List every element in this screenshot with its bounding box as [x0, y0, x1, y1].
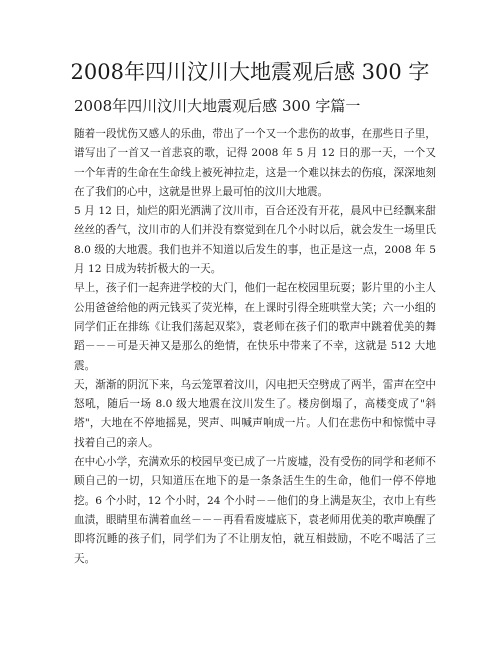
paragraph-4: 天，渐渐的阴沉下来，乌云笼罩着汶川，闪电把天空劈成了两半，雷声在空中怒吼，随后一场 8.0 级大地震在汶川发生了。楼房倒塌了，高楼变成了"斜塔"，大地在不停地摇晃，哭声、叫喊声响成一片。人们在悲伤中和惊慌中寻找着自己的亲人。 [74, 378, 436, 449]
paragraph-5: 在中心小学，充满欢乐的校园早变已成了一片废墟，没有受伤的同学和老师不顾自己的一切，只知道压在地下的是一条条活生生的生命，他们一停不停地挖。6 个小时，12 个小时，24 个小时－－他们的身上满是灰尘，衣巾上有些血渍，眼睛里布满着血丝－－－再看看废墟底下，袁老师用优美的歌声唤醒了即将沉睡的孩子们，同学们为了不让朋友怕，就互相鼓励，不吃不喝活了三天。 [74, 456, 436, 565]
page-title: 2008年四川汶川大地震观后感 300 字 [70, 60, 430, 84]
paragraph-1: 随着一段忧伤又感人的乐曲，带出了一个又一个悲伤的故事，在那些日子里，谱写出了一首又一首悲哀的歌，记得 2008 年 5 月 12 日的那一天，一个又一个年青的生命在生命线上被死神拉走，这是一个难以抹去的伤痕，深深地刻在了我们的心中，这就是世界上最可怕的汶川大地震。 [74, 128, 436, 198]
section-heading: 2008年四川汶川大地震观后感 300 字篇一 [74, 97, 361, 115]
article-body [74, 125, 436, 569]
paragraph-3: 早上，孩子们一起奔进学校的大门，他们一起在校园里玩耍；影片里的小主人公用爸爸给他的两元钱买了荧光棒，在上课时引得全班哄堂大笑；六一小组的同学们正在排练《让我们荡起双桨》，袁老师在孩子们的歌声中跳着优美的舞蹈－－－可是天神又是那么的绝情，在快乐中带来了不幸，这就是 512 大地震。 [74, 282, 436, 372]
paragraph-2: 5 月 12 日，灿烂的阳光洒满了汶川市，百合还没有开花，晨风中已经飘来甜丝丝的香气，汶川市的人们并没有察觉到在几个小时以后，就会发生一场里氏 8.0 级的大地震。我们也并不知道以后发生的事，也正是这一点，2008 年 5 月 12 日成为转折极大的一天。 [74, 205, 436, 276]
